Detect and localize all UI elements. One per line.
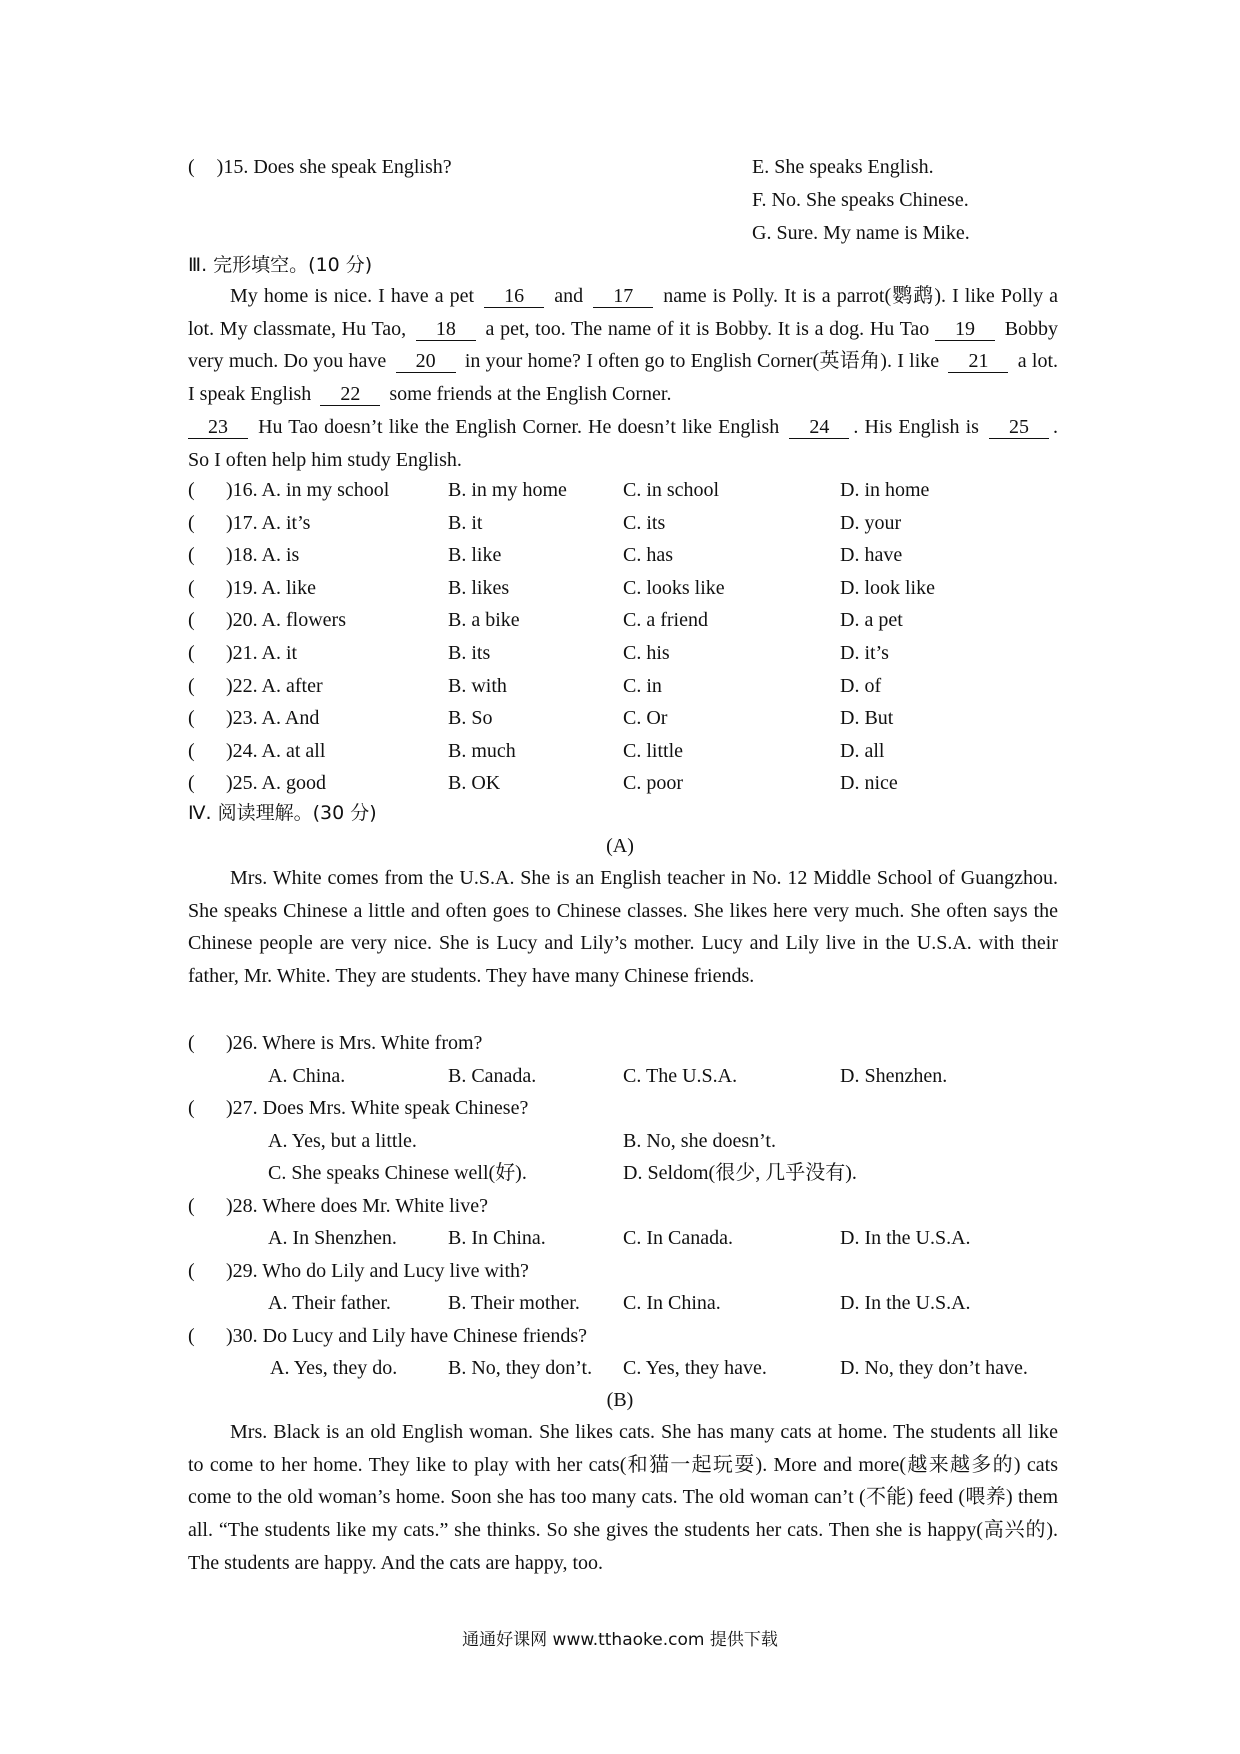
option-d: D. in home: [840, 479, 930, 501]
answer-paren: (: [188, 1325, 195, 1347]
question-stem: )29. Who do Lily and Lucy live with?: [226, 1260, 529, 1282]
answer-paren: (: [188, 1032, 195, 1054]
blank-16: 16: [484, 285, 544, 308]
blank-22: 22: [320, 383, 380, 406]
option-a: A. Yes, they do.: [270, 1357, 398, 1379]
match-option-f: F. No. She speaks Chinese.: [752, 189, 969, 211]
option-b: B. likes: [448, 576, 510, 599]
option-b: B. its: [448, 642, 491, 664]
option-b: B. much: [448, 739, 516, 762]
cloze-question-row: [188, 608, 1068, 632]
answer-paren: (: [188, 772, 195, 795]
option-c: C. in school: [623, 479, 720, 501]
option-d: D. In the U.S.A.: [840, 1292, 971, 1314]
question-30-options: [188, 1356, 1068, 1380]
option-c: C. She speaks Chinese well(好).: [268, 1162, 527, 1184]
option-b: B. Their mother.: [448, 1292, 580, 1314]
option-c: C. his: [623, 642, 670, 664]
question-stem: )25. A. good: [226, 772, 326, 795]
option-c: C. has: [623, 544, 673, 567]
option-b: B. in my home: [448, 479, 567, 501]
passage-a-text: Mrs. White comes from the U.S.A. She is an English teacher in No. 12 Middle School of Guangzhou. She speaks Chinese a little and often goes to Chinese classes. She likes here very much. She often says the Chinese people are very nice. She is Lucy and Lily’s mother. Lucy and Lily live in the U.S.A. with their father, Mr. White. They are students. They have many Chinese friends.: [188, 867, 1058, 988]
question-stem: )26. Where is Mrs. White from?: [226, 1032, 483, 1054]
passage-b-label: (B): [606, 1389, 634, 1411]
option-b: B. a bike: [448, 609, 520, 632]
option-c: C. Or: [623, 707, 668, 730]
option-b: B. No, she doesn’t.: [623, 1130, 776, 1152]
blank-25: 25: [989, 416, 1049, 439]
answer-paren: (: [188, 544, 195, 567]
question-28: [188, 1194, 1068, 1218]
question-stem: )16. A. in my school: [226, 479, 390, 501]
option-d: D. Seldom(很少, 几乎没有).: [623, 1162, 857, 1184]
blank-19: 19: [935, 318, 995, 341]
answer-paren: (: [188, 511, 195, 534]
answer-paren: (: [188, 479, 195, 501]
answer-paren: (: [188, 576, 195, 599]
question-29: [188, 1259, 1068, 1283]
option-c: C. in: [623, 674, 662, 697]
blank-23: 23: [188, 416, 248, 439]
option-a: A. China.: [268, 1065, 346, 1087]
question-stem: )15. Does she speak English?: [216, 156, 452, 178]
option-d: D. a pet: [840, 609, 903, 632]
question-stem: )19. A. like: [226, 576, 316, 599]
option-b: B. So: [448, 707, 493, 730]
option-d: D. Shenzhen.: [840, 1065, 948, 1087]
question-30: [188, 1324, 1068, 1348]
passage-a-label: (A): [606, 835, 634, 857]
question-stem: )18. A. is: [226, 544, 300, 567]
question-15: [188, 155, 452, 179]
cloze-question-row: [188, 543, 1068, 567]
question-26: [188, 1031, 1068, 1055]
answer-paren: (: [188, 609, 195, 632]
cloze-question-row: [188, 511, 1068, 535]
question-stem: )28. Where does Mr. White live?: [226, 1195, 488, 1217]
answer-paren: (: [188, 1195, 195, 1217]
question-stem: )30. Do Lucy and Lily have Chinese friends?: [226, 1325, 588, 1347]
option-c: C. a friend: [623, 609, 708, 632]
option-b: B. with: [448, 674, 507, 697]
option-d: D. No, they don’t have.: [840, 1357, 1028, 1379]
match-option-g: G. Sure. My name is Mike.: [752, 222, 970, 244]
blank-24: 24: [789, 416, 849, 439]
cloze-question-row: [188, 641, 1068, 665]
option-b: B. Canada.: [448, 1065, 537, 1087]
option-c: C. In Canada.: [623, 1227, 733, 1249]
option-c: C. little: [623, 739, 683, 762]
question-stem: )23. A. And: [226, 707, 320, 730]
option-d: D. have: [840, 544, 903, 567]
question-stem: )21. A. it: [226, 642, 298, 664]
question-29-options: [188, 1291, 1068, 1315]
question-27: [188, 1096, 1068, 1120]
question-26-options: [188, 1064, 1068, 1088]
question-stem: )27. Does Mrs. White speak Chinese?: [226, 1097, 529, 1119]
answer-paren: (: [188, 642, 195, 664]
option-d: D. But: [840, 707, 894, 730]
option-c: C. Yes, they have.: [623, 1357, 767, 1379]
option-a: A. Their father.: [268, 1292, 391, 1314]
option-c: C. In China.: [623, 1292, 721, 1314]
option-b: B. OK: [448, 772, 501, 795]
option-c: C. poor: [623, 772, 683, 795]
option-c: C. looks like: [623, 576, 725, 599]
section-3-heading: Ⅲ. 完形填空。(10 分): [188, 254, 373, 276]
blank-17: 17: [593, 285, 653, 308]
answer-paren: (: [188, 156, 195, 178]
answer-paren: (: [188, 739, 195, 762]
cloze-question-row: [188, 674, 1068, 698]
option-c: C. its: [623, 511, 666, 534]
cloze-question-row: [188, 576, 1068, 600]
option-b: B. it: [448, 511, 483, 534]
answer-paren: (: [188, 674, 195, 697]
answer-paren: (: [188, 707, 195, 730]
cloze-question-row: [188, 478, 1068, 502]
question-stem: )24. A. at all: [226, 739, 326, 762]
section-4-heading: Ⅳ. 阅读理解。(30 分): [188, 802, 377, 824]
footer-watermark: 通通好课网 www.tthaoke.com 提供下载: [462, 1630, 778, 1650]
option-d: D. look like: [840, 576, 935, 599]
passage-b-text: Mrs. Black is an old English woman. She likes cats. She has many cats at home. The students all like to come to her home. They like to play with her cats(和猫一起玩耍). More and more(越来越多的) cats come to the old woman’s home. Soon she has too many cats. The old woman can’t (不能) feed (喂养) them all. “The students like my cats.” she thinks. So she gives the students her cats. Then she is happy(高兴的). The students are happy. And the cats are happy, too.: [188, 1421, 1058, 1574]
cloze-paragraph-2: 23 Hu Tao doesn’t like the English Corner. He doesn’t like English 24 . His English is 25 . So I often help him study English.: [188, 416, 1059, 471]
option-b: B. In China.: [448, 1227, 546, 1249]
option-d: D. all: [840, 739, 885, 762]
option-b: B. like: [448, 544, 502, 567]
option-d: D. your: [840, 511, 902, 534]
answer-paren: (: [188, 1097, 195, 1119]
option-d: D. of: [840, 674, 882, 697]
blank-18: 18: [416, 318, 476, 341]
cloze-question-row: [188, 706, 1068, 730]
answer-paren: (: [188, 1260, 195, 1282]
option-b: B. No, they don’t.: [448, 1357, 593, 1379]
option-a: A. Yes, but a little.: [268, 1130, 417, 1152]
option-d: D. In the U.S.A.: [840, 1227, 971, 1249]
option-d: D. it’s: [840, 642, 889, 664]
question-stem: )17. A. it’s: [226, 511, 311, 534]
blank-20: 20: [396, 350, 456, 373]
option-a: A. In Shenzhen.: [268, 1227, 397, 1249]
cloze-paragraph-1: My home is nice. I have a pet 16 and 17 name is Polly. It is a parrot(鹦鹉). I like Polly a lot. My classmate, Hu Tao, 18 a pet, too. The name of it is Bobby. It is a dog. Hu Tao 19 Bobby very much. Do you have 20 in your home? I often go to English Corner(英语角). I like 21 a lot. I speak English 22 some friends at the English Corner.: [188, 285, 1059, 406]
question-stem: )22. A. after: [226, 674, 323, 697]
question-27-options-ab: [188, 1129, 1068, 1153]
question-27-options-cd: [188, 1161, 1068, 1185]
cloze-question-row: [188, 739, 1068, 763]
blank-21: 21: [948, 350, 1008, 373]
match-option-e: E. She speaks English.: [752, 156, 934, 178]
question-28-options: [188, 1226, 1068, 1250]
cloze-question-row: [188, 771, 1068, 795]
option-d: D. nice: [840, 772, 898, 795]
option-c: C. The U.S.A.: [623, 1065, 738, 1087]
question-stem: )20. A. flowers: [226, 609, 346, 632]
